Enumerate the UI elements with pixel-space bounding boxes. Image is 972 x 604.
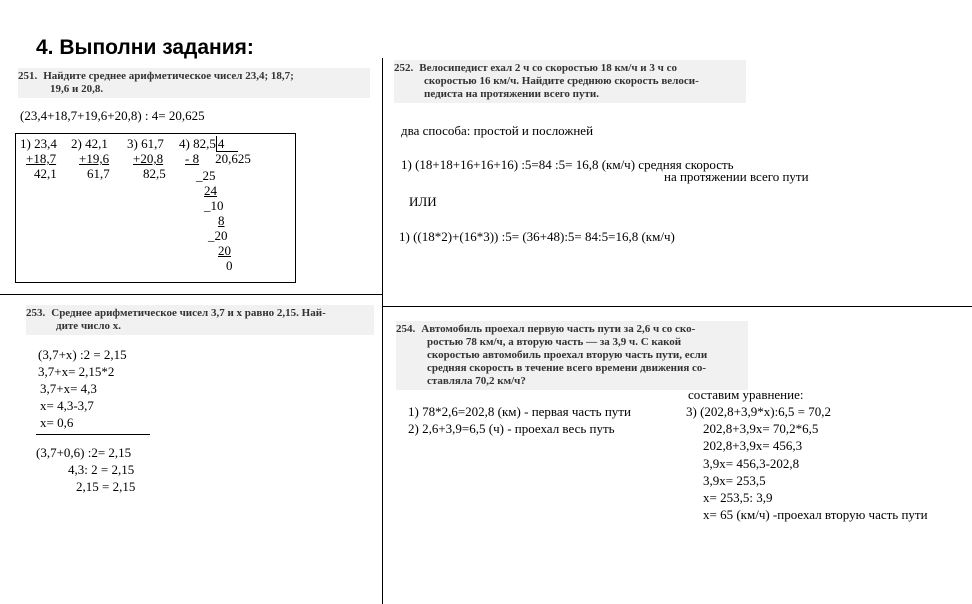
- check-step: (3,7+0,6) :2= 2,15: [36, 445, 132, 460]
- task-line: педиста на протяжении всего пути.: [424, 88, 600, 100]
- division-step: _25: [196, 168, 216, 183]
- task-251-text: [18, 68, 370, 98]
- dividend: 4) 82,5: [179, 136, 216, 151]
- task-number: 253.: [26, 307, 46, 319]
- task-number: 252.: [394, 62, 414, 74]
- task-252-or: ИЛИ: [409, 194, 437, 209]
- task-line: ростью 78 км/ч, а вторую часть — за 3,9 ч. С какой: [427, 336, 682, 348]
- sum-line: +18,7: [26, 151, 57, 166]
- equation-step: (3,7+x) :2 = 2,15: [38, 347, 127, 362]
- task-number: 254.: [396, 323, 416, 335]
- division-step: 24: [204, 183, 217, 198]
- equation-step: x= 253,5: 3,9: [703, 490, 773, 506]
- task-254-equation: [686, 403, 928, 523]
- check-separator: [36, 434, 150, 435]
- task-254-solution: [408, 403, 631, 437]
- sum-line: 2) 42,1: [71, 136, 108, 151]
- task-line: скоростью автомобиль проехал вторую часть пути, если: [427, 349, 708, 361]
- sum-result: 42,1: [34, 166, 57, 181]
- task-253-check: [36, 444, 135, 495]
- task-254-text: [396, 321, 748, 390]
- sum-line: +20,8: [133, 151, 164, 166]
- task-line: 19,6 и 20,8.: [50, 83, 104, 95]
- equation-step: 202,8+3,9x= 456,3: [703, 438, 803, 454]
- task-line: ставляла 70,2 км/ч?: [427, 375, 526, 387]
- task-254-equation-title: составим уравнение:: [688, 387, 804, 402]
- task-number: 251.: [18, 70, 38, 82]
- check-step: 4,3: 2 = 2,15: [68, 462, 135, 477]
- solution-step: 1) 78*2,6=202,8 (км) - первая часть пути: [408, 404, 631, 419]
- division-step: _10: [204, 198, 224, 213]
- equation-step: x= 65 (км/ч) -проехал вторую часть пути: [703, 507, 928, 523]
- division-step: - 8: [185, 151, 200, 166]
- division-step: 8: [218, 213, 225, 228]
- sum-line: +19,6: [79, 151, 110, 166]
- task-line: Найдите среднее арифметическое чисел 23,4; 18,7;: [43, 70, 294, 82]
- task-253-text: [26, 305, 374, 335]
- solution-step: 2) 2,6+3,9=6,5 (ч) - проехал весь путь: [408, 421, 615, 436]
- task-line: дите число x.: [56, 320, 122, 332]
- task-line: Среднее арифметическое чисел 3,7 и x равно 2,15. Най-: [51, 307, 326, 319]
- quotient: 20,625: [215, 151, 251, 166]
- equation-step: x= 4,3-3,7: [40, 398, 94, 413]
- equation-step: x= 0,6: [40, 415, 74, 430]
- column-sum-3: [127, 136, 166, 181]
- divider-right: [382, 306, 972, 307]
- task-252-solution-1-cont: на протяжении всего пути: [664, 169, 809, 184]
- divider-vertical: [382, 58, 383, 604]
- equation-step: 3) (202,8+3,9*x):6,5 = 70,2: [686, 404, 832, 419]
- long-division: [179, 136, 251, 166]
- sum-line: 1) 23,4: [20, 136, 57, 151]
- task-line: Велосипедист ехал 2 ч со скоростью 18 км/ч и 3 ч со: [419, 62, 677, 74]
- divisor: 4: [216, 136, 239, 152]
- division-step: 20: [218, 243, 231, 258]
- task-252-intro: два способа: простой и посложней: [401, 123, 594, 138]
- task-253-solution: [38, 346, 127, 431]
- sum-result: 61,7: [87, 166, 110, 181]
- division-step: 0: [226, 258, 233, 273]
- equation-step: 3,9x= 253,5: [703, 472, 766, 488]
- division-steps: [196, 168, 233, 273]
- equation-step: 3,9x= 456,3-202,8: [703, 455, 800, 471]
- equation-step: 3,7+x= 2,15*2: [38, 364, 115, 379]
- page-title: 4. Выполни задания:: [36, 36, 254, 59]
- division-step: _20: [208, 228, 228, 243]
- column-sum-1: [20, 136, 57, 181]
- task-252-solution-2: 1) ((18*2)+(16*3)) :5= (36+48):5= 84:5=16,8 (км/ч): [399, 229, 675, 244]
- divider-left: [0, 294, 382, 295]
- check-step: 2,15 = 2,15: [76, 479, 136, 494]
- sum-result: 82,5: [143, 166, 166, 181]
- equation-step: 3,7+x= 4,3: [40, 381, 97, 396]
- column-sum-2: [71, 136, 110, 181]
- sum-line: 3) 61,7: [127, 136, 164, 151]
- task-line: скоростью 16 км/ч. Найдите среднюю скорость велоси-: [424, 75, 699, 87]
- task-line: Автомобиль проехал первую часть пути за 2,6 ч со ско-: [421, 323, 696, 335]
- task-252-solution-1: 1) (18+18+16+16+16) :5=84 :5= 16,8 (км/ч) средняя скорость: [401, 157, 734, 172]
- task-line: средняя скорость в течение всего времени движения со-: [427, 362, 707, 374]
- task-251-formula: (23,4+18,7+19,6+20,8) : 4= 20,625: [20, 108, 205, 123]
- task-252-text: [394, 60, 746, 103]
- equation-step: 202,8+3,9x= 70,2*6,5: [703, 421, 819, 437]
